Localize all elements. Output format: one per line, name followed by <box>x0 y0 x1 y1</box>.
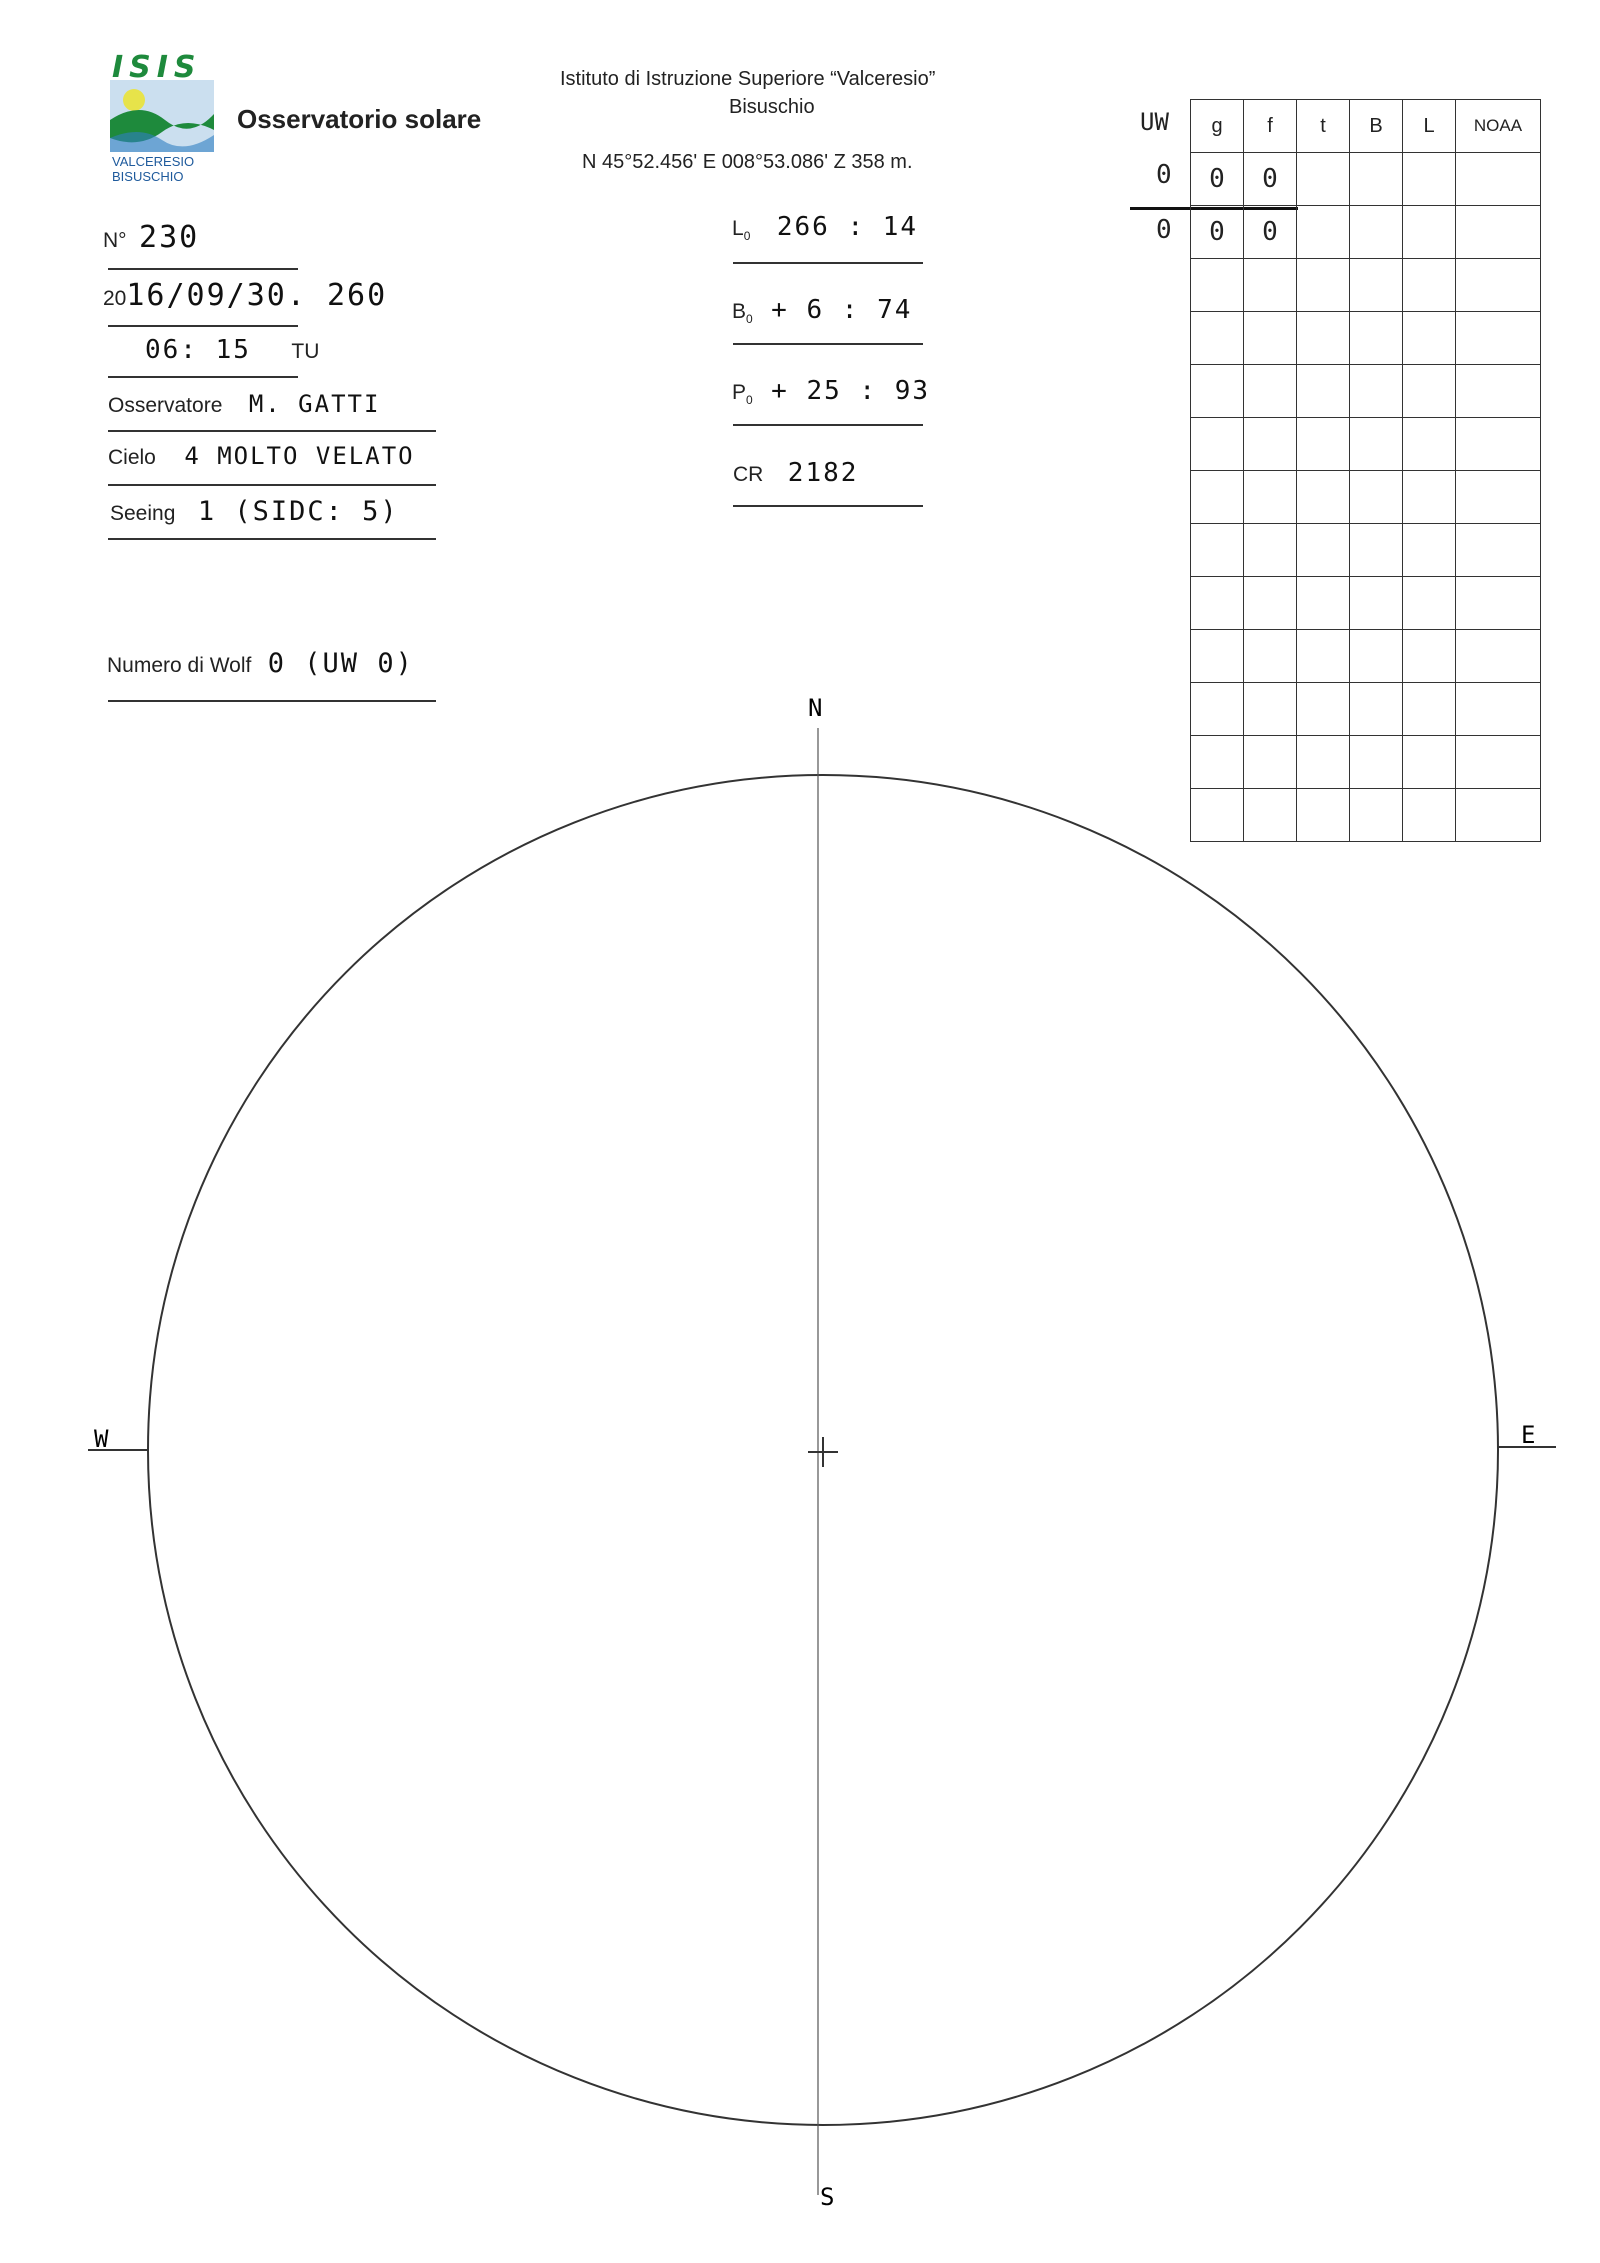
cr-value: 2182 <box>787 458 859 488</box>
west-label: W <box>94 1425 109 1453</box>
p0-value: + 25 : 93 <box>771 376 931 406</box>
seeing-label: Seeing <box>110 502 176 525</box>
wolf-value: 0 (UW 0) <box>267 648 414 679</box>
l0-value: 266 : 14 <box>776 212 919 242</box>
logo-bottom-line1: VALCERESIO <box>112 154 195 169</box>
logo-top-text: ISIS <box>112 50 202 85</box>
uw-header: UW <box>1140 108 1169 136</box>
institute-name: Istituto di Istruzione Superiore “Valceresio” <box>560 68 936 90</box>
institute-town: Bisuschio <box>729 96 815 118</box>
time-unit: TU <box>291 340 320 363</box>
header-noaa: NOAA <box>1456 100 1541 153</box>
north-label: N <box>808 694 823 722</box>
l0-label: $L_0$ <box>732 217 751 244</box>
coordinates: N 45°52.456' E 008°53.086' Z 358 m. <box>582 151 913 173</box>
b0-value: + 6 : 74 <box>771 295 913 325</box>
sky-label: Cielo <box>108 446 156 469</box>
header-b: B <box>1350 100 1403 153</box>
uw-row-2: 0 <box>1156 215 1172 245</box>
date-prefix: 20 <box>103 287 127 310</box>
cell-f: 0 <box>1244 206 1297 259</box>
sky-value: 4 MOLTO VELATO <box>184 442 415 470</box>
uw-row-1: 0 <box>1156 160 1172 190</box>
wolf-label: Numero di Wolf <box>107 654 252 677</box>
b0-label: $B_0$ <box>732 300 753 327</box>
cr-label: CR <box>733 463 764 486</box>
header-l: L <box>1403 100 1456 153</box>
number-label: N° <box>103 229 127 252</box>
observatory-title: Osservatorio solare <box>237 104 482 134</box>
p0-label: $P_0$ <box>732 381 753 408</box>
header-f: f <box>1244 100 1297 153</box>
observer-label: Osservatore <box>108 394 223 417</box>
date-value: 16/09/30. 260 <box>126 278 388 313</box>
time-value: 06: 15 <box>145 335 251 365</box>
east-label: E <box>1521 1421 1536 1449</box>
logo-bottom-line2: BISUSCHIO <box>112 169 184 184</box>
south-label: S <box>820 2183 835 2211</box>
observer-value: M. GATTI <box>248 390 381 418</box>
number-value: 230 <box>139 220 200 255</box>
cell-g: 0 <box>1191 206 1244 259</box>
header-g: g <box>1191 100 1244 153</box>
seeing-value: 1 (SIDC: 5) <box>197 496 399 527</box>
cell-g: 0 <box>1191 153 1244 206</box>
header-t: t <box>1297 100 1350 153</box>
cell-f: 0 <box>1244 153 1297 206</box>
